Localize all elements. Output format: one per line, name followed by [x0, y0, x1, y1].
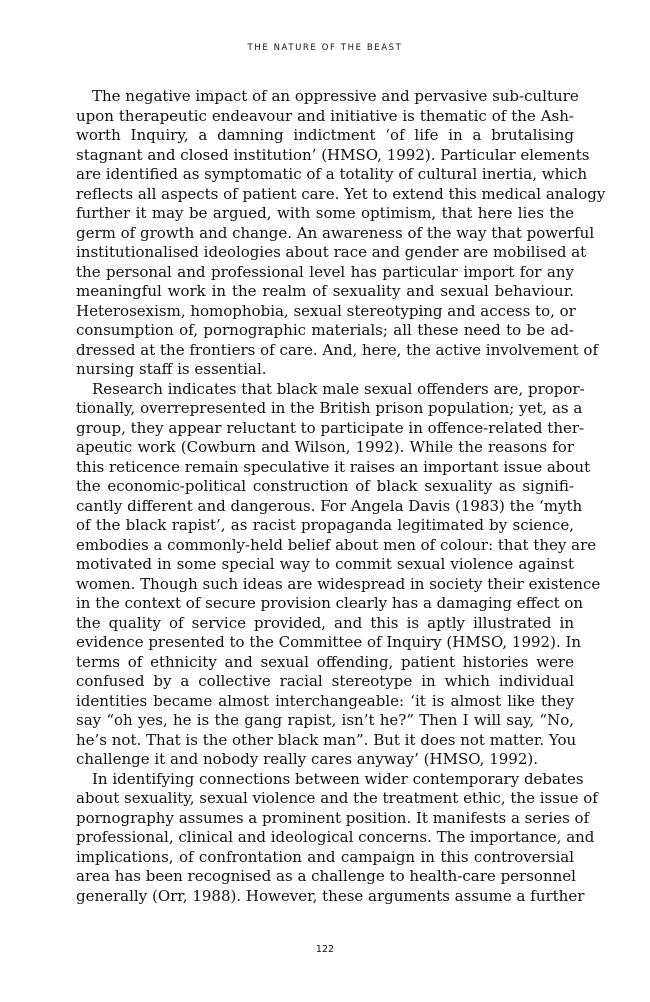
text-line: motivated in some special way to commit sexual violence against — [76, 555, 574, 573]
text-line: terms of ethnicity and sexual offending, patient histories were — [76, 652, 574, 671]
text-line: the quality of service provided, and this is aptly illustrated in — [76, 613, 574, 632]
text-line: identities became almost interchangeable: ‘it is almost like they — [76, 691, 574, 710]
paragraph — [76, 379, 601, 770]
page-number: 122 — [315, 944, 335, 955]
text-line: dressed at the frontiers of care. And, here, the active involvement of — [76, 340, 599, 359]
text-line: group, they appear reluctant to participate in offence-related ther- — [76, 418, 585, 437]
text-line: germ of growth and change. An awareness of the way that powerful — [76, 223, 595, 242]
text-line: The negative impact of an oppressive and pervasive sub-culture — [92, 87, 579, 105]
running-head: THE NATURE OF THE BEAST — [247, 43, 403, 53]
text-line: Heterosexism, homophobia, sexual stereotyping and access to, or — [76, 301, 576, 320]
body-text — [76, 87, 606, 906]
text-line: reflects all aspects of patient care. Yet to extend this medical analogy — [76, 184, 606, 203]
text-line: nursing staff is essential. — [76, 360, 267, 378]
text-line: this reticence remain speculative it raises an important issue about — [76, 457, 591, 476]
text-line: are identified as symptomatic of a totality of cultural inertia, which — [76, 165, 588, 183]
text-line: the personal and professional level has particular import for any — [76, 262, 574, 281]
text-line: challenge it and nobody really cares anyway’ (HMSO, 1992). — [76, 750, 538, 768]
text-line: worth Inquiry, a damning indictment ‘of life in a brutalising — [76, 126, 574, 144]
text-line: upon therapeutic endeavour and initiative is thematic of the Ash- — [76, 106, 574, 125]
text-line: he’s not. That is the other black man”. But it does not matter. You — [76, 730, 577, 749]
text-line: pornography assumes a prominent position. It manifests a series of — [76, 808, 590, 827]
paragraph — [76, 769, 598, 907]
text-line: In identifying connections between wider contemporary debates — [92, 769, 584, 788]
text-line: tionally, overrepresented in the British prison population; yet, as a — [76, 399, 583, 417]
text-line: consumption of, pornographic materials; all these need to be ad- — [76, 321, 574, 339]
text-line: professional, clinical and ideological concerns. The importance, and — [76, 828, 595, 846]
text-line: about sexuality, sexual violence and the treatment ethic, the issue of — [76, 789, 598, 807]
text-line: further it may be argued, with some optimism, that here lies the — [76, 204, 574, 222]
text-line: meaningful work in the realm of sexuality and sexual behaviour. — [76, 282, 574, 300]
text-line: implications, of confrontation and campaign in this controversial — [76, 847, 574, 866]
text-line: of the black rapist’, as racist propaganda legitimated by science, — [76, 516, 574, 534]
text-line: confused by a collective racial stereotype in which individual — [76, 672, 574, 690]
text-line: say “oh yes, he is the gang rapist, isn’t he?” Then I will say, “No, — [76, 711, 574, 729]
text-line: women. Though such ideas are widespread in society their existence — [76, 574, 601, 593]
text-line: generally (Orr, 1988). However, these arguments assume a further — [76, 886, 585, 905]
text-line: the economic-political construction of black sexuality as signifi- — [76, 477, 574, 495]
text-line: cantly different and dangerous. For Angela Davis (1983) the ‘myth — [76, 496, 583, 515]
text-line: in the context of secure provision clearly has a damaging effect on — [76, 594, 584, 612]
text-line: Research indicates that black male sexual offenders are, propor- — [92, 379, 585, 398]
paragraph — [76, 87, 606, 380]
text-line: institutionalised ideologies about race and gender are mobilised at — [76, 243, 587, 261]
text-line: evidence presented to the Committee of Inquiry (HMSO, 1992). In — [76, 633, 582, 651]
text-line: area has been recognised as a challenge to health-care personnel — [76, 867, 576, 885]
text-line: apeutic work (Cowburn and Wilson, 1992). While the reasons for — [76, 438, 574, 456]
text-line: stagnant and closed institution’ (HMSO, 1992). Particular elements — [76, 145, 590, 164]
text-line: embodies a commonly-held belief about men of colour: that they are — [76, 535, 597, 554]
